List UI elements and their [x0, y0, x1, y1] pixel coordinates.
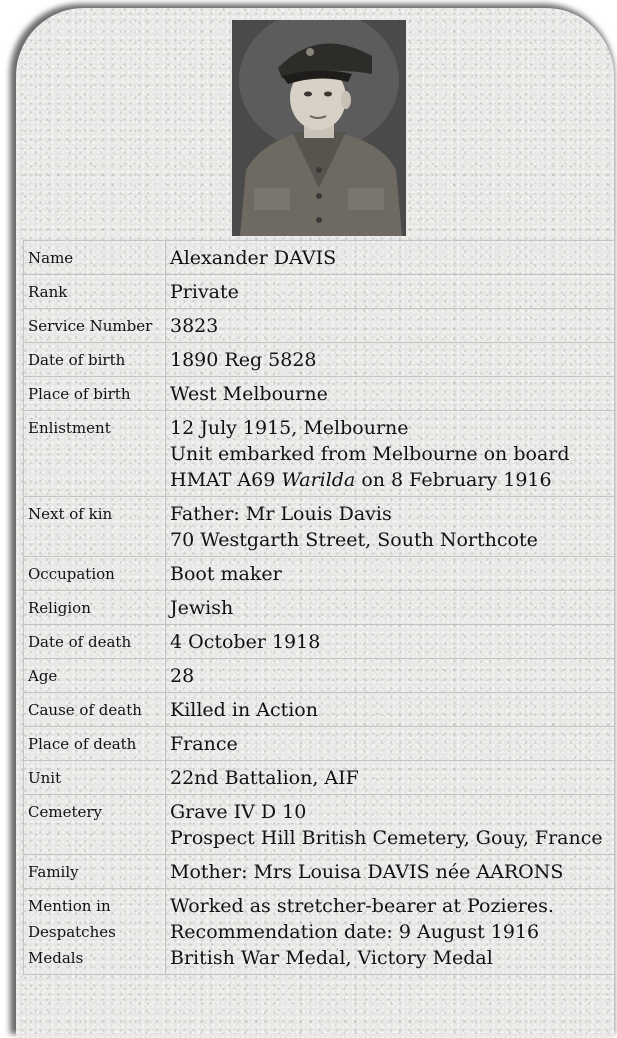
- cemetery-line: Grave IV D 10: [170, 801, 307, 823]
- cause-of-death-value: Killed in Action: [166, 693, 615, 727]
- date-of-birth-label: Date of birth: [24, 343, 166, 377]
- next-of-kin-label: Next of kin: [24, 497, 166, 557]
- table-row: [24, 275, 615, 309]
- enlistment-line: Unit embarked from Melbourne on board: [170, 443, 570, 465]
- place-of-birth-value: West Melbourne: [166, 377, 615, 411]
- ship-prefix: HMAT A69: [170, 469, 282, 491]
- family-label: Family: [24, 855, 166, 889]
- rank-label: Rank: [24, 275, 166, 309]
- mention-label: [24, 889, 166, 975]
- table-row: [24, 377, 615, 411]
- table-row: [24, 411, 615, 497]
- next-of-kin-value: [166, 497, 615, 557]
- enlistment-line: [170, 467, 610, 493]
- date-of-death-label: Date of death: [24, 625, 166, 659]
- table-row: [24, 497, 615, 557]
- religion-value: Jewish: [166, 591, 615, 625]
- next-of-kin-line: Father: Mr Louis Davis: [170, 503, 392, 525]
- rank-value: Private: [166, 275, 615, 309]
- cemetery-value: [166, 795, 615, 855]
- occupation-value: Boot maker: [166, 557, 615, 591]
- place-of-birth-label: Place of birth: [24, 377, 166, 411]
- date-of-death-value: 4 October 1918: [166, 625, 615, 659]
- name-value: Alexander DAVIS: [166, 241, 615, 275]
- cemetery-line: Prospect Hill British Cemetery, Gouy, France: [170, 827, 603, 849]
- unit-value: 22nd Battalion, AIF: [166, 761, 615, 795]
- service-number-label: Service Number: [24, 309, 166, 343]
- table-row: [24, 343, 615, 377]
- table-row: [24, 693, 615, 727]
- table-row: [24, 625, 615, 659]
- table-row: [24, 591, 615, 625]
- enlistment-label: Enlistment: [24, 411, 166, 497]
- age-value: 28: [166, 659, 615, 693]
- mention-line: Recommendation date: 9 August 1916: [170, 921, 540, 943]
- table-row: [24, 761, 615, 795]
- service-record-table: [23, 240, 615, 975]
- date-of-birth-value: 1890 Reg 5828: [166, 343, 615, 377]
- religion-label: Religion: [24, 591, 166, 625]
- enlistment-value: [166, 411, 615, 497]
- age-label: Age: [24, 659, 166, 693]
- service-number-value: 3823: [166, 309, 615, 343]
- table-row: [24, 727, 615, 761]
- mention-value: [166, 889, 615, 975]
- name-label: Name: [24, 241, 166, 275]
- next-of-kin-line: 70 Westgarth Street, South Northcote: [170, 529, 538, 551]
- mention-label-line: Mention in: [28, 897, 111, 915]
- family-value: Mother: Mrs Louisa DAVIS née AARONS: [166, 855, 615, 889]
- unit-label: Unit: [24, 761, 166, 795]
- place-of-death-label: Place of death: [24, 727, 166, 761]
- mention-label-line: Medals: [28, 949, 84, 967]
- mention-line: Worked as stretcher-bearer at Pozieres.: [170, 895, 554, 917]
- occupation-label: Occupation: [24, 557, 166, 591]
- mention-line: British War Medal, Victory Medal: [170, 947, 493, 969]
- cause-of-death-label: Cause of death: [24, 693, 166, 727]
- table-row: [24, 309, 615, 343]
- ship-name: Warilda: [281, 469, 356, 491]
- table-row: [24, 557, 615, 591]
- table-row: [24, 889, 615, 975]
- table-row: [24, 855, 615, 889]
- ship-suffix: on 8 February 1916: [355, 469, 552, 491]
- mention-label-line: Despatches: [28, 923, 116, 941]
- enlistment-line: 12 July 1915, Melbourne: [170, 417, 409, 439]
- table-row: [24, 241, 615, 275]
- place-of-death-value: France: [166, 727, 615, 761]
- table-row: [24, 795, 615, 855]
- soldier-portrait-photo: [232, 20, 406, 236]
- cemetery-label: Cemetery: [24, 795, 166, 855]
- table-row: [24, 659, 615, 693]
